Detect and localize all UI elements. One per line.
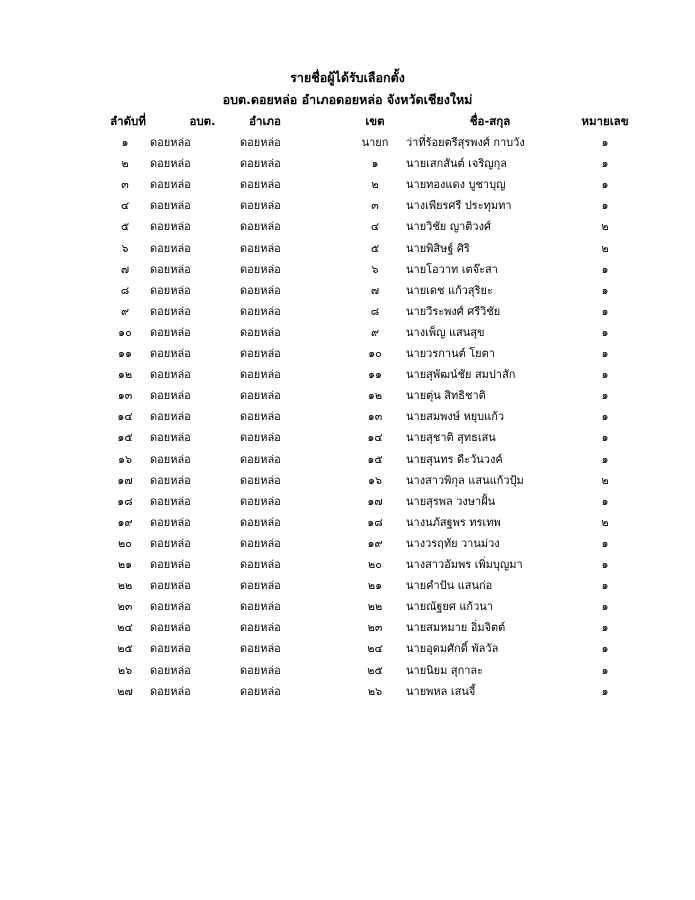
row-name: นางสาวอัมพร เพิ่มบุญมา bbox=[406, 558, 523, 571]
row-sao: ดอยหล่อ bbox=[150, 494, 191, 508]
row-no: ๒๖ bbox=[117, 663, 133, 677]
row-no: ๗ bbox=[120, 262, 130, 276]
row-amphoe: ดอยหล่อ bbox=[240, 684, 281, 698]
row-sao: ดอยหล่อ bbox=[150, 410, 191, 424]
row-sao: ดอยหล่อ bbox=[150, 515, 191, 529]
row-number: ๑ bbox=[601, 389, 609, 403]
table-row bbox=[0, 216, 695, 237]
row-name: นายณัฐยศ แก้วนา bbox=[406, 600, 493, 614]
row-number: ๑ bbox=[601, 642, 609, 656]
row-name: นายทองแดง บูชาบุญ bbox=[406, 178, 506, 192]
row-khet: ๒ bbox=[371, 178, 379, 192]
row-name: นายเดช แก้วสุริยะ bbox=[406, 283, 493, 297]
row-no: ๑๔ bbox=[117, 410, 133, 424]
table-row bbox=[0, 575, 695, 596]
row-no: ๒๔ bbox=[117, 621, 133, 635]
header-name: ชื่อ-สกุล bbox=[469, 114, 511, 128]
row-sao: ดอยหล่อ bbox=[150, 663, 191, 677]
header-number: หมายเลข bbox=[581, 114, 629, 128]
row-khet: ๖ bbox=[371, 262, 379, 276]
row-no: ๒ bbox=[121, 157, 129, 171]
row-name: นายสุรพล วงษาฝั้น bbox=[406, 494, 496, 508]
row-name: นายสมหมาย อิ่มจิตต์ bbox=[406, 621, 506, 635]
row-sao: ดอยหล่อ bbox=[150, 241, 191, 255]
row-sao: ดอยหล่อ bbox=[150, 558, 191, 571]
row-amphoe: ดอยหล่อ bbox=[240, 283, 281, 297]
row-amphoe: ดอยหล่อ bbox=[240, 410, 281, 424]
row-number: ๑ bbox=[601, 536, 609, 550]
row-khet: ๓ bbox=[371, 199, 379, 213]
row-amphoe: ดอยหล่อ bbox=[240, 558, 281, 571]
row-amphoe: ดอยหล่อ bbox=[240, 389, 281, 403]
row-name: นางสาวพิกุล แสนแก้วปุ้ม bbox=[406, 473, 524, 487]
row-khet: นายก bbox=[361, 136, 389, 149]
table-row bbox=[0, 470, 695, 491]
row-sao: ดอยหล่อ bbox=[150, 199, 191, 213]
row-number: ๑ bbox=[601, 431, 609, 445]
table-row bbox=[0, 385, 695, 406]
row-amphoe: ดอยหล่อ bbox=[240, 368, 281, 382]
table-row bbox=[0, 512, 695, 533]
row-number: ๑ bbox=[601, 136, 609, 149]
row-khet: ๙ bbox=[370, 325, 380, 339]
document-subtitle: อบต.ดอยหล่อ อำเภอดอยหล่อ จังหวัดเชียงใหม่ bbox=[222, 92, 473, 107]
row-khet: ๔ bbox=[370, 220, 380, 234]
row-name: นายโอวาท เตจ๊ะสา bbox=[406, 262, 498, 276]
row-number: ๒ bbox=[601, 241, 609, 255]
row-amphoe: ดอยหล่อ bbox=[240, 600, 281, 614]
row-khet: ๑๖ bbox=[368, 473, 382, 487]
row-amphoe: ดอยหล่อ bbox=[240, 347, 281, 360]
row-name: นางนภัสฐพร ทรเทพ bbox=[406, 515, 501, 529]
row-sao: ดอยหล่อ bbox=[150, 621, 191, 635]
row-amphoe: ดอยหล่อ bbox=[240, 325, 281, 339]
row-khet: ๒๔ bbox=[367, 642, 383, 656]
row-no: ๒๓ bbox=[117, 600, 133, 614]
row-no: ๕ bbox=[120, 220, 130, 234]
row-khet: ๑๕ bbox=[367, 452, 383, 466]
row-no: ๘ bbox=[120, 283, 130, 297]
table-row bbox=[0, 596, 695, 617]
header-sao: อบต. bbox=[189, 114, 216, 128]
row-number: ๑ bbox=[601, 600, 609, 614]
row-number: ๑ bbox=[601, 347, 609, 360]
row-khet: ๒๖ bbox=[367, 684, 383, 698]
row-no: ๓ bbox=[121, 178, 129, 192]
row-number: ๑ bbox=[601, 410, 609, 424]
row-khet: ๒๑ bbox=[367, 579, 383, 593]
row-no: ๖ bbox=[121, 241, 129, 255]
row-no: ๒๑ bbox=[117, 558, 133, 571]
row-sao: ดอยหล่อ bbox=[150, 536, 191, 550]
table-row bbox=[0, 533, 695, 554]
row-khet: ๒๓ bbox=[367, 621, 383, 635]
row-amphoe: ดอยหล่อ bbox=[240, 157, 281, 171]
row-no: ๒๒ bbox=[117, 579, 133, 593]
row-number: ๑ bbox=[601, 262, 609, 276]
row-number: ๑ bbox=[601, 494, 609, 508]
row-amphoe: ดอยหล่อ bbox=[240, 199, 281, 213]
row-name: นางเพียรศรี ประทุมทา bbox=[406, 199, 512, 213]
row-amphoe: ดอยหล่อ bbox=[240, 473, 281, 487]
row-number: ๑ bbox=[601, 663, 609, 677]
table-row bbox=[0, 449, 695, 470]
table-row bbox=[0, 617, 695, 638]
row-number: ๒ bbox=[601, 220, 609, 234]
row-no: ๑๓ bbox=[117, 389, 133, 403]
row-number: ๑ bbox=[601, 304, 609, 318]
row-number: ๑ bbox=[601, 684, 609, 698]
row-khet: ๘ bbox=[370, 304, 380, 318]
row-number: ๑ bbox=[601, 558, 609, 571]
row-amphoe: ดอยหล่อ bbox=[240, 178, 281, 192]
row-khet: ๑๐ bbox=[368, 347, 382, 360]
row-khet: ๑๑ bbox=[368, 368, 382, 382]
row-sao: ดอยหล่อ bbox=[150, 262, 191, 276]
row-sao: ดอยหล่อ bbox=[150, 642, 191, 656]
table-row bbox=[0, 195, 695, 216]
row-no: ๙ bbox=[120, 304, 130, 318]
row-number: ๑ bbox=[601, 199, 609, 213]
table-row bbox=[0, 343, 695, 364]
row-name: นายตุ่น สิทธิชาติ bbox=[406, 389, 486, 403]
row-number: ๑ bbox=[601, 621, 609, 635]
table-row bbox=[0, 681, 695, 702]
row-amphoe: ดอยหล่อ bbox=[240, 642, 281, 656]
table-row bbox=[0, 660, 695, 681]
row-no: ๑๑ bbox=[118, 347, 132, 360]
row-khet: ๑ bbox=[371, 157, 379, 171]
row-number: ๑ bbox=[601, 325, 609, 339]
row-name: นายสุนทร ดีะวันวงค์ bbox=[406, 452, 503, 466]
header-amphoe: อำเภอ bbox=[249, 114, 281, 128]
row-amphoe: ดอยหล่อ bbox=[240, 579, 281, 593]
row-sao: ดอยหล่อ bbox=[150, 389, 191, 403]
row-sao: ดอยหล่อ bbox=[150, 431, 191, 445]
row-sao: ดอยหล่อ bbox=[150, 473, 191, 487]
row-amphoe: ดอยหล่อ bbox=[240, 220, 281, 234]
row-number: ๑ bbox=[601, 452, 609, 466]
row-no: ๑๕ bbox=[117, 431, 133, 445]
row-sao: ดอยหล่อ bbox=[150, 304, 191, 318]
table-row bbox=[0, 638, 695, 659]
row-number: ๒ bbox=[601, 473, 609, 487]
row-no: ๑๒ bbox=[117, 368, 133, 382]
table-row bbox=[0, 259, 695, 280]
table-header bbox=[0, 111, 695, 132]
row-khet: ๑๘ bbox=[367, 515, 383, 529]
row-name: นายคำปัน แสนก่อ bbox=[406, 579, 493, 593]
row-no: ๑๐ bbox=[118, 325, 132, 339]
row-number: ๑ bbox=[601, 579, 609, 593]
row-khet: ๑๒ bbox=[367, 389, 383, 403]
row-khet: ๕ bbox=[370, 241, 380, 255]
row-sao: ดอยหล่อ bbox=[150, 368, 191, 382]
table-row bbox=[0, 364, 695, 385]
row-amphoe: ดอยหล่อ bbox=[240, 241, 281, 255]
row-amphoe: ดอยหล่อ bbox=[240, 262, 281, 276]
row-khet: ๒๕ bbox=[367, 663, 383, 677]
table-row bbox=[0, 301, 695, 322]
row-sao: ดอยหล่อ bbox=[150, 452, 191, 466]
row-sao: ดอยหล่อ bbox=[150, 325, 191, 339]
row-sao: ดอยหล่อ bbox=[150, 347, 191, 360]
row-no: ๔ bbox=[120, 199, 130, 213]
row-name: นายเสกสันต์ เจริญกุล bbox=[406, 157, 508, 171]
row-sao: ดอยหล่อ bbox=[150, 283, 191, 297]
row-amphoe: ดอยหล่อ bbox=[240, 136, 281, 149]
row-name: นายนิยม สุกาละ bbox=[406, 663, 484, 677]
table-row bbox=[0, 491, 695, 512]
row-number: ๑ bbox=[601, 157, 609, 171]
row-amphoe: ดอยหล่อ bbox=[240, 431, 281, 445]
row-amphoe: ดอยหล่อ bbox=[240, 536, 281, 550]
row-sao: ดอยหล่อ bbox=[150, 136, 191, 149]
table-row bbox=[0, 132, 695, 153]
row-no: ๑๙ bbox=[117, 515, 133, 529]
row-name: นายวิชัย ญาติวงศ์ bbox=[406, 220, 491, 234]
row-khet: ๒๐ bbox=[368, 558, 382, 571]
row-sao: ดอยหล่อ bbox=[150, 579, 191, 593]
header-no: ลำดับที่ bbox=[110, 114, 146, 128]
row-no: ๒๗ bbox=[117, 684, 133, 698]
row-khet: ๑๓ bbox=[367, 410, 383, 424]
row-name: นายอุดมศักดิ์ พัลวัล bbox=[406, 642, 499, 656]
table-row bbox=[0, 406, 695, 427]
row-number: ๑ bbox=[601, 283, 609, 297]
row-number: ๑ bbox=[601, 368, 609, 382]
row-amphoe: ดอยหล่อ bbox=[240, 515, 281, 529]
row-khet: ๗ bbox=[370, 283, 380, 297]
table-row bbox=[0, 554, 695, 575]
row-number: ๑ bbox=[601, 178, 609, 192]
row-khet: ๑๗ bbox=[367, 494, 383, 508]
row-sao: ดอยหล่อ bbox=[150, 220, 191, 234]
row-name: นายสุพัฒน์ชัย สมปาสัก bbox=[406, 368, 516, 382]
row-sao: ดอยหล่อ bbox=[150, 178, 191, 192]
row-name: นายพหล เสนจี้ bbox=[406, 684, 476, 698]
row-name: นายวีระพงศ์ ศรีวิชัย bbox=[406, 304, 501, 318]
row-amphoe: ดอยหล่อ bbox=[240, 663, 281, 677]
header-khet: เขต bbox=[365, 114, 385, 128]
row-sao: ดอยหล่อ bbox=[150, 157, 191, 171]
table-row bbox=[0, 153, 695, 174]
row-no: ๑๘ bbox=[117, 494, 133, 508]
row-amphoe: ดอยหล่อ bbox=[240, 304, 281, 318]
row-name: นายสุชาติ สุทธเสน bbox=[406, 431, 496, 445]
row-name: ว่าที่ร้อยตรีสุรพงศ์ กาบวัง bbox=[406, 136, 525, 149]
row-amphoe: ดอยหล่อ bbox=[240, 494, 281, 508]
row-name: นายสมพงษ์ หยุบแก้ว bbox=[406, 410, 505, 424]
row-no: ๑๖ bbox=[118, 452, 132, 466]
document-title: รายชื่อผู้ได้รับเลือกตั้ง bbox=[290, 70, 405, 85]
row-name: นายวรกานต์ โยตา bbox=[406, 347, 495, 360]
row-no: ๑ bbox=[121, 136, 129, 149]
table-row bbox=[0, 427, 695, 448]
row-sao: ดอยหล่อ bbox=[150, 600, 191, 614]
row-amphoe: ดอยหล่อ bbox=[240, 452, 281, 466]
table-row bbox=[0, 280, 695, 301]
row-khet: ๑๔ bbox=[367, 431, 383, 445]
table-row bbox=[0, 238, 695, 259]
row-number: ๒ bbox=[601, 515, 609, 529]
row-name: นายพิสิษฐ์ ศิริ bbox=[406, 241, 470, 255]
row-khet: ๑๙ bbox=[367, 536, 383, 550]
table-row bbox=[0, 322, 695, 343]
row-no: ๒๕ bbox=[117, 642, 133, 656]
row-name: นางวรฤทัย วานม่วง bbox=[406, 536, 500, 550]
row-khet: ๒๒ bbox=[367, 600, 383, 614]
row-no: ๒๐ bbox=[118, 536, 132, 550]
row-sao: ดอยหล่อ bbox=[150, 684, 191, 698]
table-row bbox=[0, 174, 695, 195]
row-no: ๑๗ bbox=[117, 473, 133, 487]
row-amphoe: ดอยหล่อ bbox=[240, 621, 281, 635]
row-name: นางเพ็ญ แสนสุข bbox=[406, 325, 485, 339]
